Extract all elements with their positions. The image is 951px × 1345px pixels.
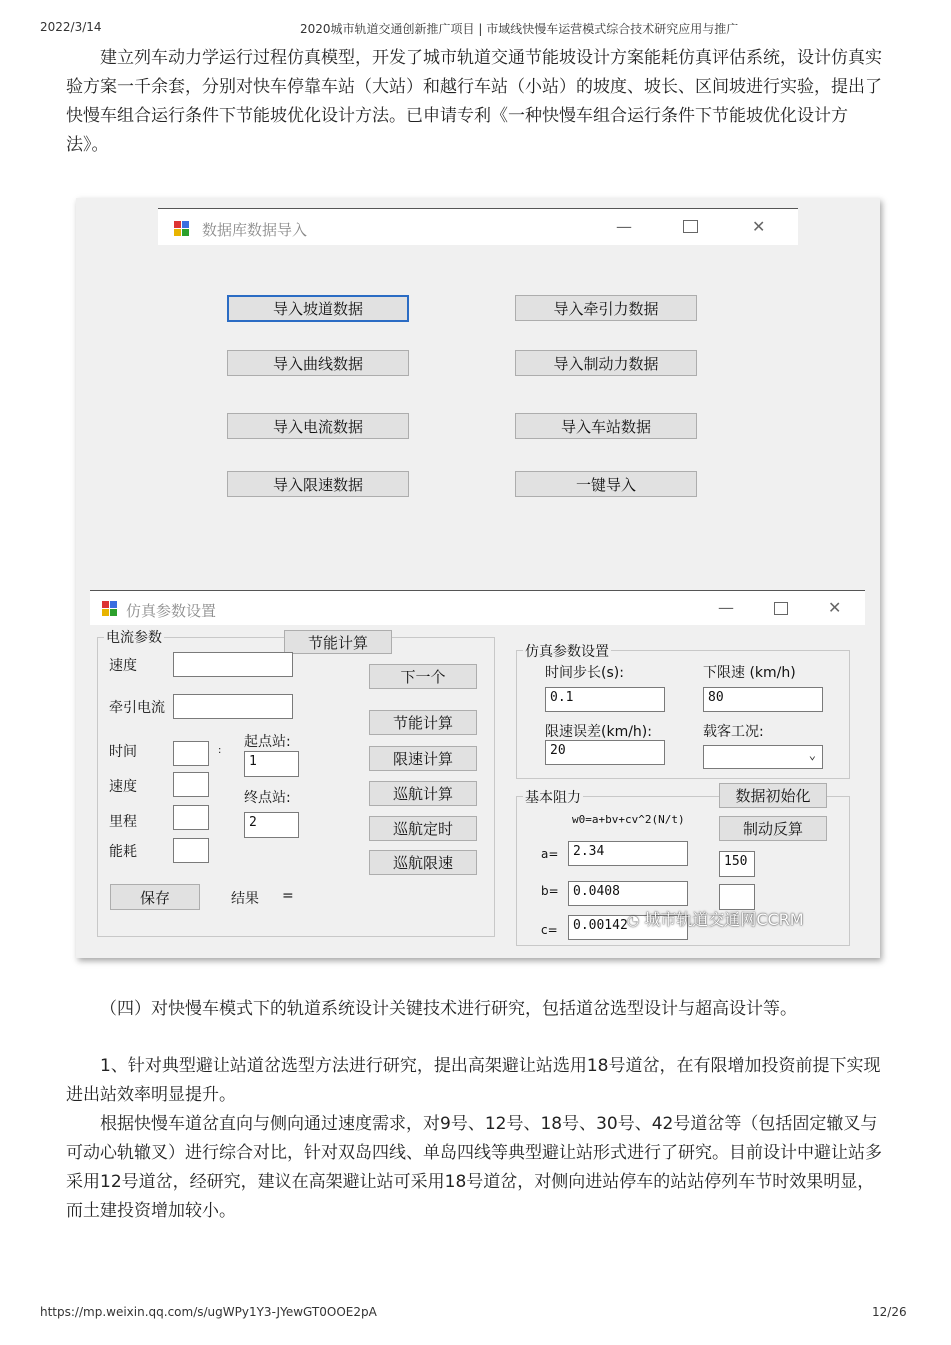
speed-label: 速度 <box>109 658 137 674</box>
close-icon[interactable]: ✕ <box>828 598 842 617</box>
mileage-label: 里程 <box>109 814 137 830</box>
c-label: c= <box>541 923 558 937</box>
item1-text: 1、针对典型避让站道岔选型方法进行研究，提出高架避让站选用18号道岔，在有限增加投资前提下实现进出站效率明显提升。 <box>66 1056 881 1105</box>
import-speedlimit-button[interactable]: 导入限速数据 <box>227 471 409 497</box>
time-input[interactable] <box>173 741 209 766</box>
current-params-label: 电流参数 <box>104 627 164 647</box>
next-button[interactable]: 下一个 <box>369 664 477 689</box>
end-station-label: 终点站: <box>244 790 291 806</box>
maximize-icon[interactable] <box>774 602 788 615</box>
c-input[interactable]: 0.00142 <box>568 915 688 940</box>
header-date: 2022/3/14 <box>40 20 102 34</box>
cruise-timing-button[interactable]: 巡航定时 <box>369 816 477 841</box>
sim-settings-label: 仿真参数设置 <box>523 641 611 661</box>
close-icon[interactable]: ✕ <box>752 217 766 236</box>
time-label: 时间 <box>109 744 137 760</box>
data-init-button[interactable]: 数据初始化 <box>719 783 827 808</box>
end-station-input[interactable]: 2 <box>244 812 299 838</box>
load-condition-label: 载客工况: <box>703 724 764 740</box>
a-input[interactable]: 2.34 <box>568 841 688 866</box>
import-titlebar <box>158 209 798 245</box>
import-station-button[interactable]: 导入车站数据 <box>515 413 697 439</box>
traction-current-input[interactable] <box>173 694 293 719</box>
speed2-input[interactable] <box>173 772 209 797</box>
watermark <box>627 907 804 930</box>
app-icon <box>174 221 190 237</box>
section4-text: （四）对快慢车模式下的轨道系统设计关键技术进行研究，包括道岔选型设计与超高设计等。 <box>100 999 797 1019</box>
energy-input[interactable] <box>173 838 209 863</box>
maximize-icon[interactable] <box>683 220 698 233</box>
import-window-title: 数据库数据导入 <box>202 221 308 239</box>
header-title: 2020城市轨道交通创新推广项目 | 市域线快慢车运营模式综合技术研究应用与推广 <box>300 22 739 36</box>
speed2-label: 速度 <box>109 779 137 795</box>
start-station-label: 起点站: <box>244 734 291 750</box>
time-step-label: 时间步长(s): <box>545 665 624 681</box>
section4-paragraph <box>66 995 888 1024</box>
wechat-icon: ◔ <box>627 913 640 929</box>
intro-paragraph <box>66 44 888 160</box>
import-current-button[interactable]: 导入电流数据 <box>227 413 409 439</box>
result-label: 结果 <box>231 891 259 907</box>
minimize-icon[interactable]: — <box>718 598 734 617</box>
import-window <box>158 208 798 579</box>
cruise-calc-button[interactable]: 巡航计算 <box>369 781 477 806</box>
minimize-icon[interactable]: — <box>616 217 632 236</box>
app-icon <box>102 601 118 617</box>
speed-input[interactable] <box>173 652 293 677</box>
speed-error-input[interactable]: 20 <box>545 740 665 765</box>
import-brake-button[interactable]: 导入制动力数据 <box>515 350 697 376</box>
result-equals: = <box>282 888 294 904</box>
speed-error-label: 限速误差(km/h): <box>545 724 652 740</box>
watermark-text: 城市轨道交通网CCRM <box>644 910 804 929</box>
mileage-input[interactable] <box>173 805 209 830</box>
start-station-input[interactable]: 1 <box>244 751 299 777</box>
traction-current-label: 牵引电流 <box>109 700 165 716</box>
sim-window-title: 仿真参数设置 <box>126 602 217 620</box>
speedlimit-calc-button[interactable]: 限速计算 <box>369 746 477 771</box>
chevron-down-icon: ⌄ <box>808 748 816 762</box>
energy-calc-button[interactable]: 节能计算 <box>369 710 477 735</box>
energy-calc-top-button[interactable]: 节能计算 <box>284 630 392 654</box>
one-click-import-button[interactable]: 一键导入 <box>515 471 697 497</box>
energy-label: 能耗 <box>109 844 137 860</box>
lower-speed-input[interactable]: 80 <box>703 687 823 712</box>
a-label: a= <box>541 847 559 861</box>
cruise-speedlimit-button[interactable]: 巡航限速 <box>369 850 477 875</box>
basic-resistance-label: 基本阻力 <box>523 787 583 807</box>
import-slope-button[interactable]: 导入坡道数据 <box>227 295 409 322</box>
brake-backcalc-button[interactable]: 制动反算 <box>719 816 827 841</box>
footer-page: 12/26 <box>872 1305 907 1319</box>
import-curve-button[interactable]: 导入曲线数据 <box>227 350 409 376</box>
resistance-formula: w0=a+bv+cv^2(N/t) <box>572 813 685 826</box>
b-input[interactable]: 0.0408 <box>568 881 688 906</box>
b-label: b= <box>541 884 559 898</box>
item1-detail-text: 根据快慢车道岔直向与侧向通过速度需求，对9号、12号、18号、30号、42号道岔等（包括固定辙叉与可动心轨辙叉）进行综合对比，针对双岛四线、单岛四线等典型避让站形式进行了研究。目前设计中避让站多采用12号道岔，经研究，建议在高架避让站可采用18号道岔，对侧向进站停车的站站停列车节时效果明显，而土建投资增加较小。 <box>66 1114 882 1221</box>
save-button[interactable]: 保存 <box>110 884 200 910</box>
lower-speed-label: 下限速 (km/h) <box>703 665 796 681</box>
import-traction-button[interactable]: 导入牵引力数据 <box>515 295 697 321</box>
load-condition-select[interactable] <box>703 745 823 769</box>
item1-paragraph <box>66 1052 888 1226</box>
time-step-input[interactable]: 0.1 <box>545 687 665 712</box>
time-colon: : <box>218 745 222 756</box>
intro-text: 建立列车动力学运行过程仿真模型，开发了城市轨道交通节能坡设计方案能耗仿真评估系统，设计仿真实验方案一千余套，分别对快车停靠车站（大站）和越行车站（小站）的坡度、坡长、区间坡进行实验，提出了快慢车组合运行条件下节能坡优化设计方法。已申请专利《一种快慢车组合运行条件下节能坡优化设计方法》。 <box>66 48 882 155</box>
brake-value-input[interactable]: 150 <box>719 851 755 877</box>
footer-url[interactable]: https://mp.weixin.qq.com/s/ugWPy1Y3-JYewGT0OOE2pA <box>40 1305 377 1319</box>
sim-titlebar <box>90 591 865 625</box>
